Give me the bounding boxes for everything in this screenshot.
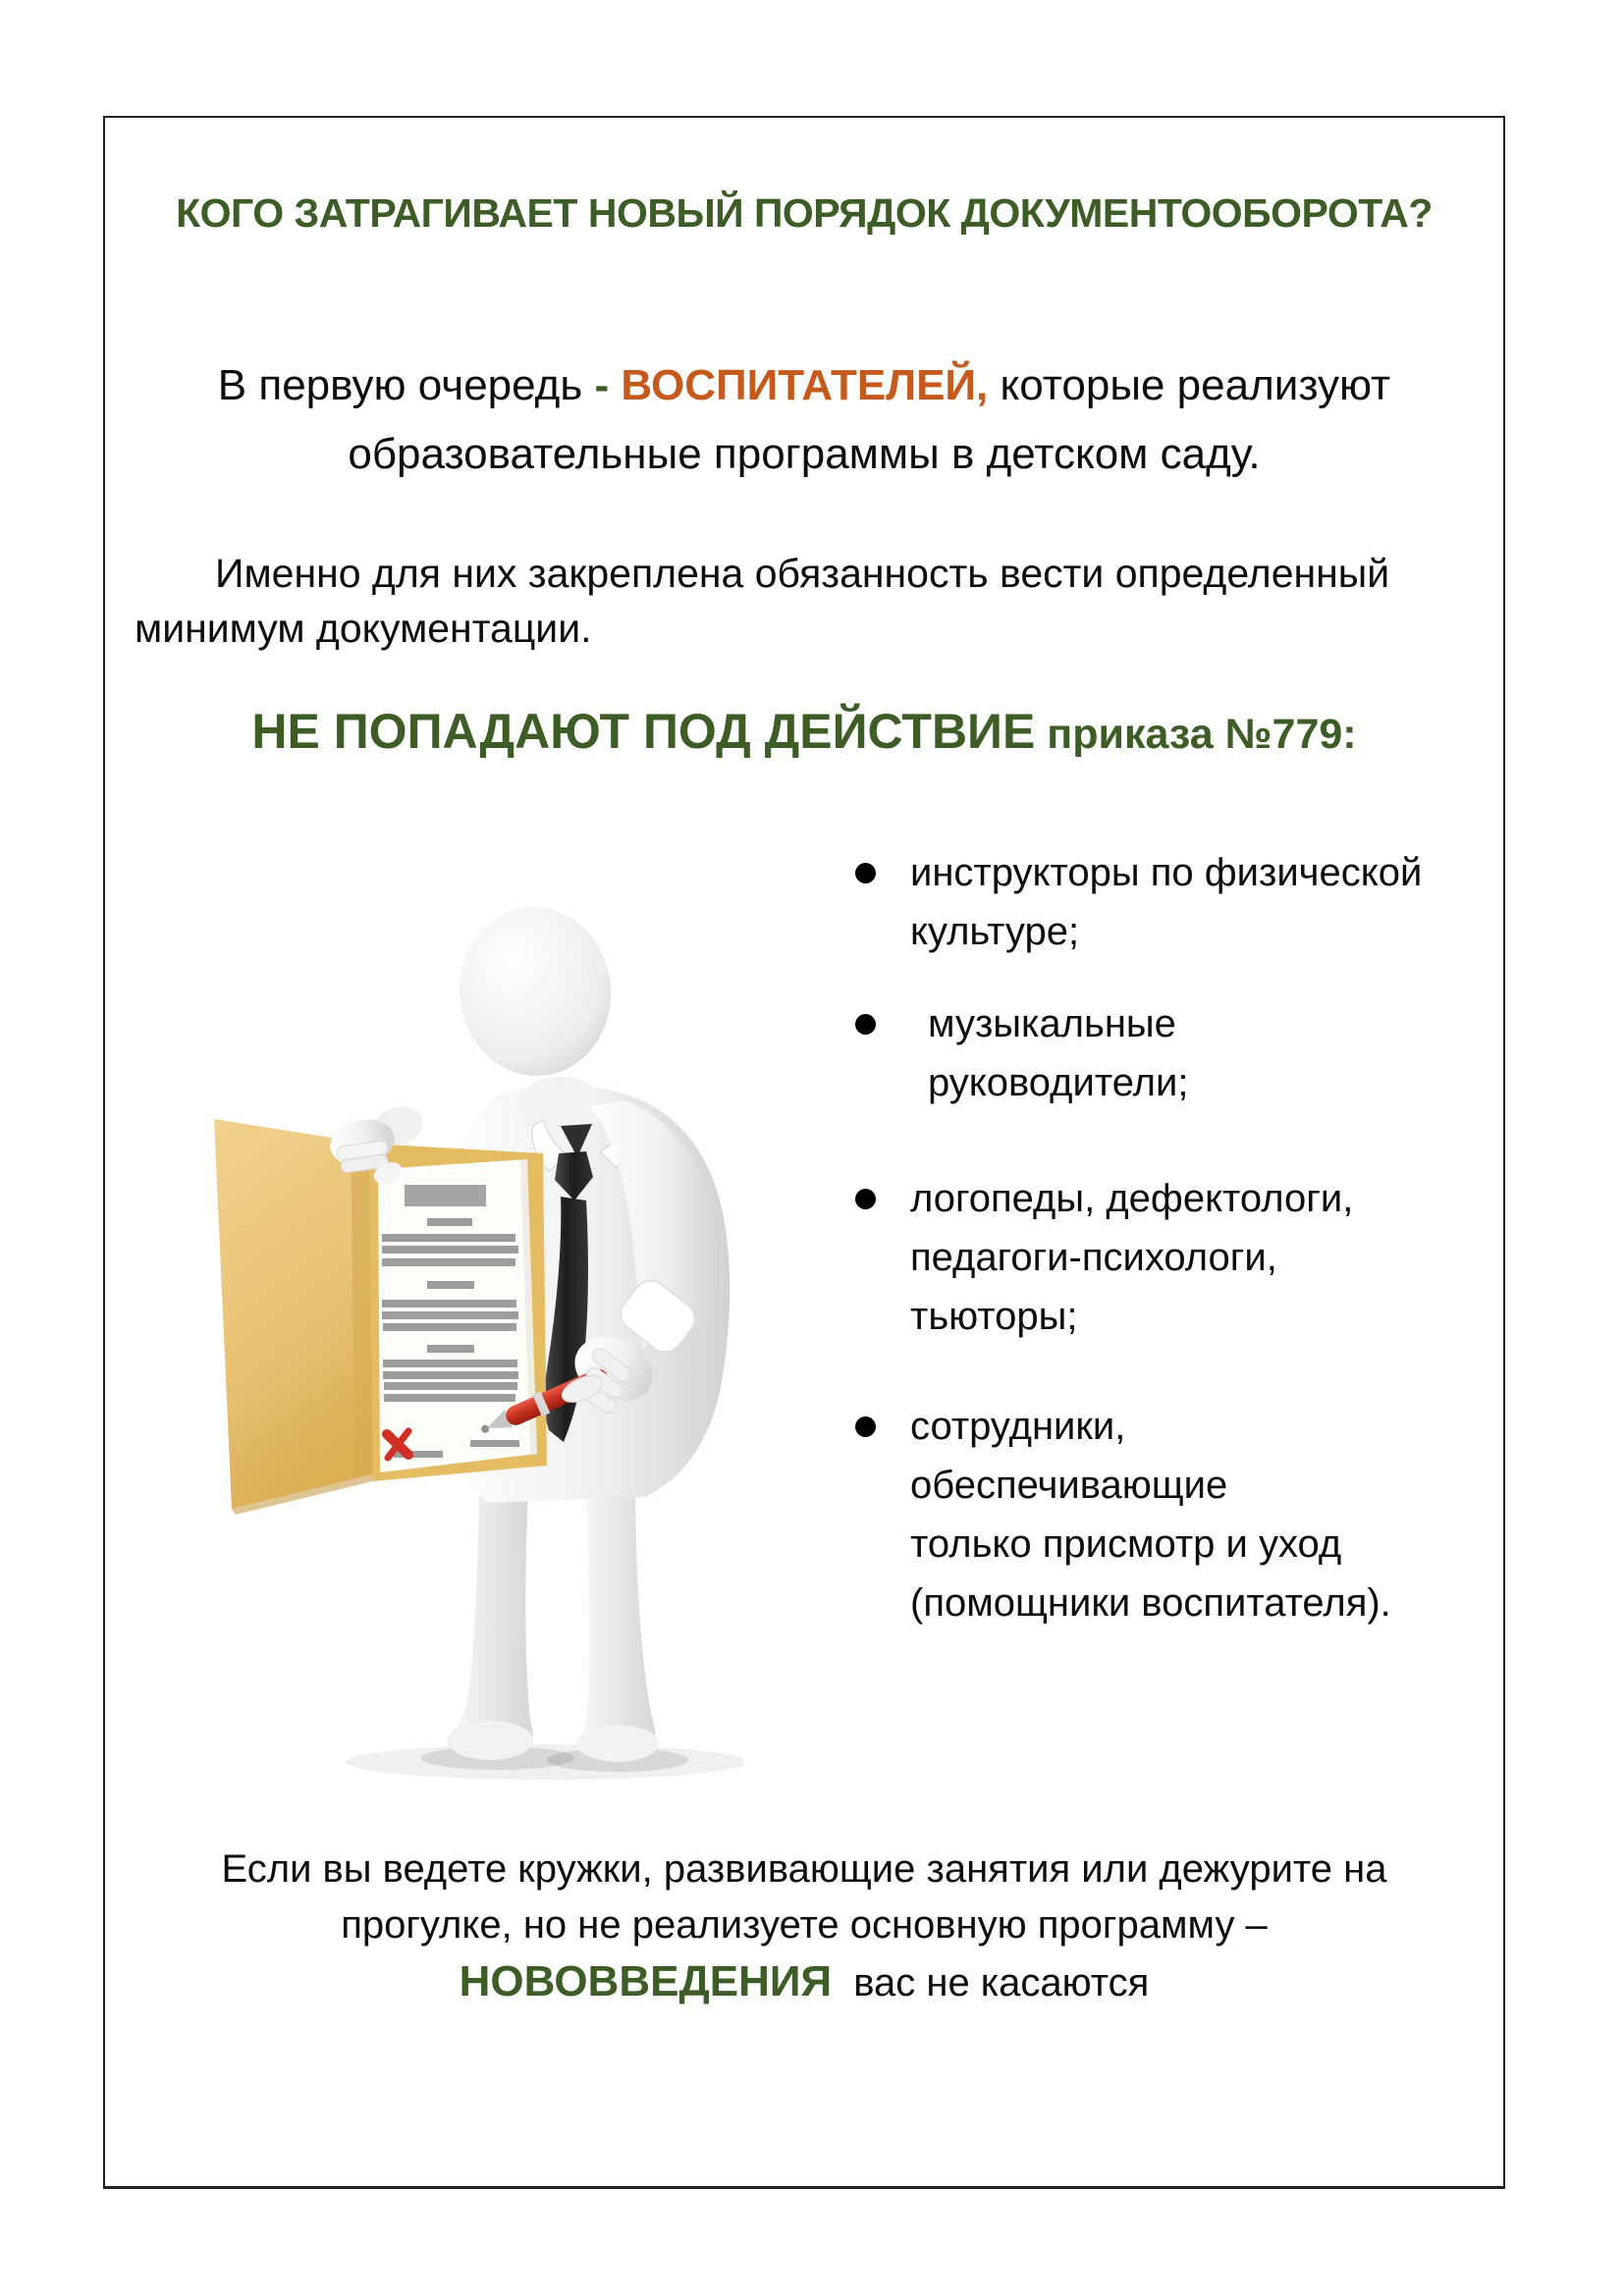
footer-paragraph <box>105 1842 1503 2011</box>
page-title: КОГО ЗАТРАГИВАЕТ НОВЫЙ ПОРЯДОК ДОКУМЕНТООБОРОТА? <box>176 190 1433 236</box>
document <box>378 1159 537 1472</box>
note-line-2: минимум документации. <box>135 606 592 651</box>
bullet-line: (помощники воспитателя). <box>910 1581 1391 1625</box>
figure-illustration <box>193 859 743 1782</box>
intro-paragraph <box>105 351 1503 489</box>
intro-line-2: образовательные программы в детском саду. <box>348 430 1261 478</box>
intro-dash: - <box>594 361 622 409</box>
exclusion-bullet-list <box>839 843 1444 1632</box>
intro-line-1 <box>105 351 1503 420</box>
bullet-marker-icon <box>855 1014 876 1035</box>
bullet-line: педагоги-психологи, тьюторы; <box>910 1236 1277 1338</box>
bullet-line: логопеды, дефектологи, <box>910 1177 1354 1220</box>
bullet-item <box>839 1169 1444 1346</box>
exclusion-heading <box>105 703 1503 760</box>
note-paragraph <box>105 546 1503 656</box>
bullet-item <box>839 1397 1444 1632</box>
page-border-frame <box>103 116 1505 2189</box>
footer-line-3 <box>105 1953 1503 2011</box>
3d-man-presenting-document-icon <box>193 859 743 1782</box>
bullet-marker-icon <box>855 1416 876 1437</box>
footer-line-3-rest: вас не касаются <box>853 1961 1150 2004</box>
bullet-line: музыкальные руководители; <box>928 1002 1189 1104</box>
bullet-line: сотрудники, обеспечивающие <box>910 1405 1228 1507</box>
intro-text: В первую очередь <box>217 361 595 409</box>
figure-head <box>451 899 619 1083</box>
bullet-item <box>839 994 1444 1112</box>
intro-highlight-word: ВОСПИТАТЕЛЕЙ, <box>621 361 989 409</box>
footer-line-2: прогулке, но не реализуете основную программу – <box>341 1903 1268 1947</box>
intro-text-rest: которые реализуют <box>988 361 1391 409</box>
note-line-1: Именно для них закреплена обязанность вести определенный <box>215 551 1390 596</box>
bullet-line: только присмотр и уход <box>910 1522 1342 1566</box>
bullet-marker-icon <box>855 863 876 883</box>
footer-highlight-word: НОВОВВЕДЕНИЯ <box>459 1957 833 2005</box>
exclusion-heading-main: НЕ ПОПАДАЮТ ПОД ДЕЙСТВИЕ <box>251 704 1036 759</box>
ground-shadow <box>346 1744 743 1780</box>
bullet-line: инструкторы по физической <box>910 851 1423 894</box>
footer-line-1: Если вы ведете кружки, развивающие занятия или дежурите на <box>221 1847 1387 1891</box>
bullet-line: культуре; <box>910 910 1080 953</box>
exclusion-heading-suffix: приказа №779: <box>1035 711 1357 758</box>
bullet-marker-icon <box>855 1189 876 1209</box>
bullet-item <box>839 843 1444 961</box>
